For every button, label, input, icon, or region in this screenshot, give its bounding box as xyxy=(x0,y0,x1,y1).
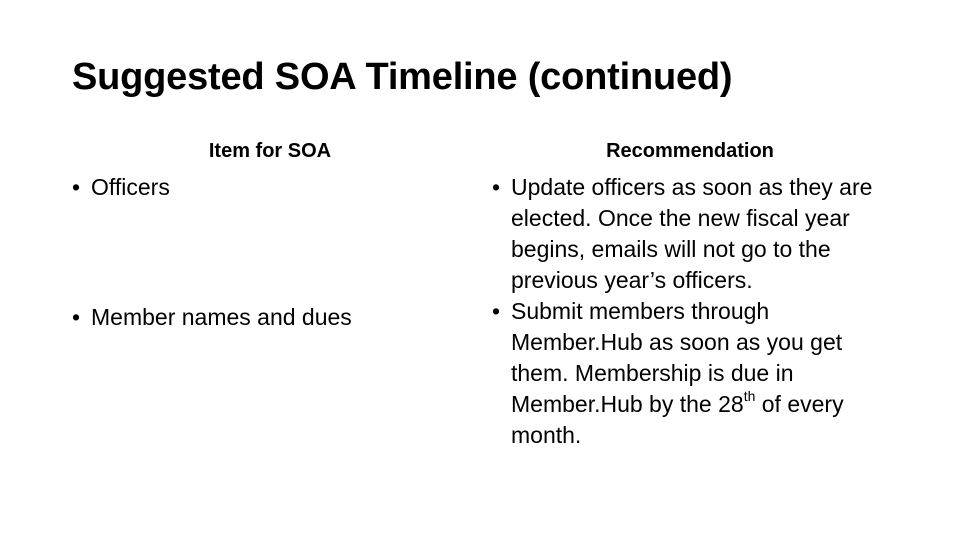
soa-items-list xyxy=(72,172,468,333)
list-item-label: Officers xyxy=(91,174,170,200)
recommendation-text-end: of every month. xyxy=(511,391,844,448)
recommendation-text-main: Submit members through Member.Hub as soon as you get them. Membership is due in Member.Hub by the 28 xyxy=(511,298,843,417)
bullet-icon: • xyxy=(72,304,81,330)
recommendation-members xyxy=(492,296,892,451)
list-item-officers xyxy=(72,172,468,302)
bullet-icon: • xyxy=(492,174,501,200)
recommendation-officers xyxy=(492,172,892,296)
bullet-icon: • xyxy=(72,174,81,200)
bullet-icon: • xyxy=(492,298,501,324)
recommendations-list xyxy=(492,172,892,451)
list-item-label: Member names and dues xyxy=(91,304,352,330)
ordinal-suffix: th xyxy=(743,388,756,405)
column-header-recommendation: Recommendation xyxy=(606,140,774,162)
slide-title: Suggested SOA Timeline (continued) xyxy=(72,56,733,98)
recommendation-text xyxy=(511,298,844,448)
recommendation-text: Update officers as soon as they are elected. Once the new fiscal year begins, emails will not go to the previous year’s officers. xyxy=(511,174,873,293)
list-item-member-names-and-dues xyxy=(72,302,468,333)
column-header-item-for-soa: Item for SOA xyxy=(208,140,332,162)
